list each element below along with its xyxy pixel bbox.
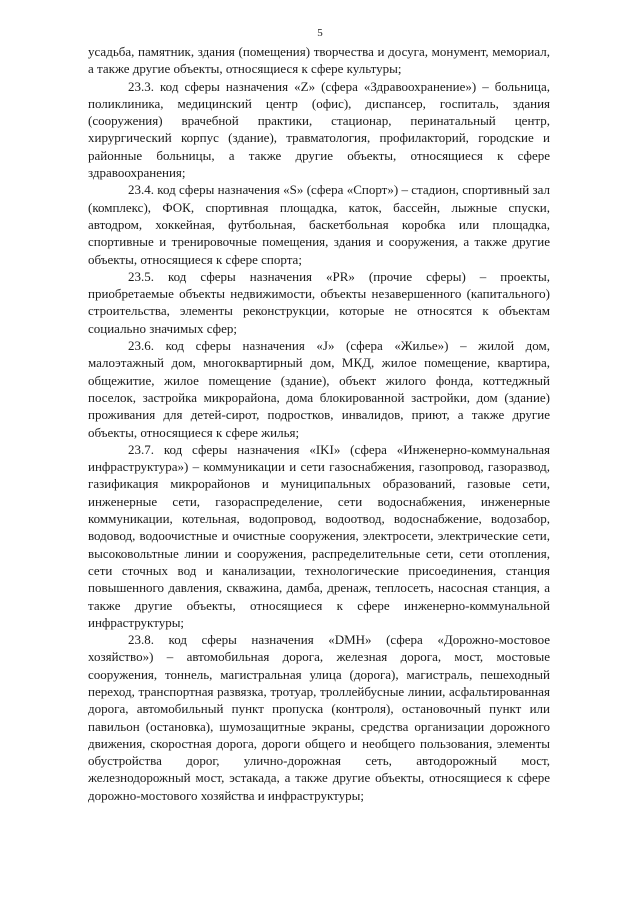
paragraph-23-7-utilities: 23.7. код сферы назначения «IKI» (сфера «Инженерно-коммунальная инфраструктура») – коммуникации и сети газоснабжения, газопровод, газоразвод, газификация микрорайонов и муниципальных образований, газовые сети, инженерные сети, газораспределение, сети водоснабжения, инженерные коммуникации, котельная, водопровод, водоотвод, водоснабжение, водозабор, водовод, водоочистные и очистные сооружения, электросети, электрические сети, высоковольтные линии и сооружения, распределительные сети, сети отопления, сети сточных вод и канализации, технологические присоединения, станция повышенного давления, скважина, дамба, дренаж, теплосеть, насосная станция, а также другие объекты, относящиеся к сфере инженерно-коммунальной инфраструктуры; [88,441,550,630]
document-body [88,43,550,804]
paragraph-23-8-roads: 23.8. код сферы назначения «DMH» (сфера «Дорожно-мостовое хозяйство») – автомобильная дорога, железная дорога, мост, мостовые сооружения, тоннель, магистральная улица (дорога), магистраль, пешеходный переход, транспортная развязка, тротуар, троллейбусные линии, асфальтированная дорога, автомобильный пункт пропуска (контроля), остановочный пункт или павильон (остановка), шумозащитные экраны, средства организации дорожного движения, скоростная дорога, дороги общего и необщего пользования, элементы обустройства дорог, улично-дорожная сеть, автодорожный мост, железнодорожный мост, эстакада, а также другие объекты, относящиеся к сфере дорожно-мостового хозяйства и инфраструктуры; [88,632,550,803]
paragraph-23-3-healthcare: 23.3. код сферы назначения «Z» (сфера «Здравоохранение») – больница, поликлиника, медицинский центр (офис), диспансер, госпиталь, здания (сооружения) врачебной практики, стационар, перинатальный центр, хирургический корпус (здание), травматология, профилакторий, городские и районные больницы, а также другие объекты, относящиеся к сфере здравоохранения; [88,78,550,181]
paragraph-23-5-other: 23.5. код сферы назначения «PR» (прочие сферы) – проекты, приобретаемые объекты недвижимости, объекты незавершенного (капитального) строительства, элементы реконструкции, которые не относятся к объектам социально значимых сфер; [88,268,550,336]
page-number: 5 [317,27,323,39]
paragraph-23-4-sport: 23.4. код сферы назначения «S» (сфера «Спорт») – стадион, спортивный зал (комплекс), ФОК, спортивная площадка, каток, бассейн, лыжные спуски, автодром, хоккейная, футбольная, баскетбольная коробка или площадка, спортивные и тренировочные помещения, здания и сооружения, а также другие объекты, относящиеся к сфере спорта; [88,182,550,267]
paragraph-culture-continuation: усадьба, памятник, здания (помещения) творчества и досуга, монумент, мемориал, а также другие объекты, относящиеся к сфере культуры; [88,44,550,77]
paragraph-23-6-housing: 23.6. код сферы назначения «J» (сфера «Жилье») – жилой дом, малоэтажный дом, многоквартирный дом, МКД, жилое помещение, квартира, общежитие, жилое помещение (здание), объект жилого фонда, коттеджный поселок, застройка микрорайона, дома блокированной застройки, дом (здание) проживания для детей-сирот, подростков, инвалидов, приют, а также другие объекты, относящиеся к сфере жилья; [88,338,550,440]
